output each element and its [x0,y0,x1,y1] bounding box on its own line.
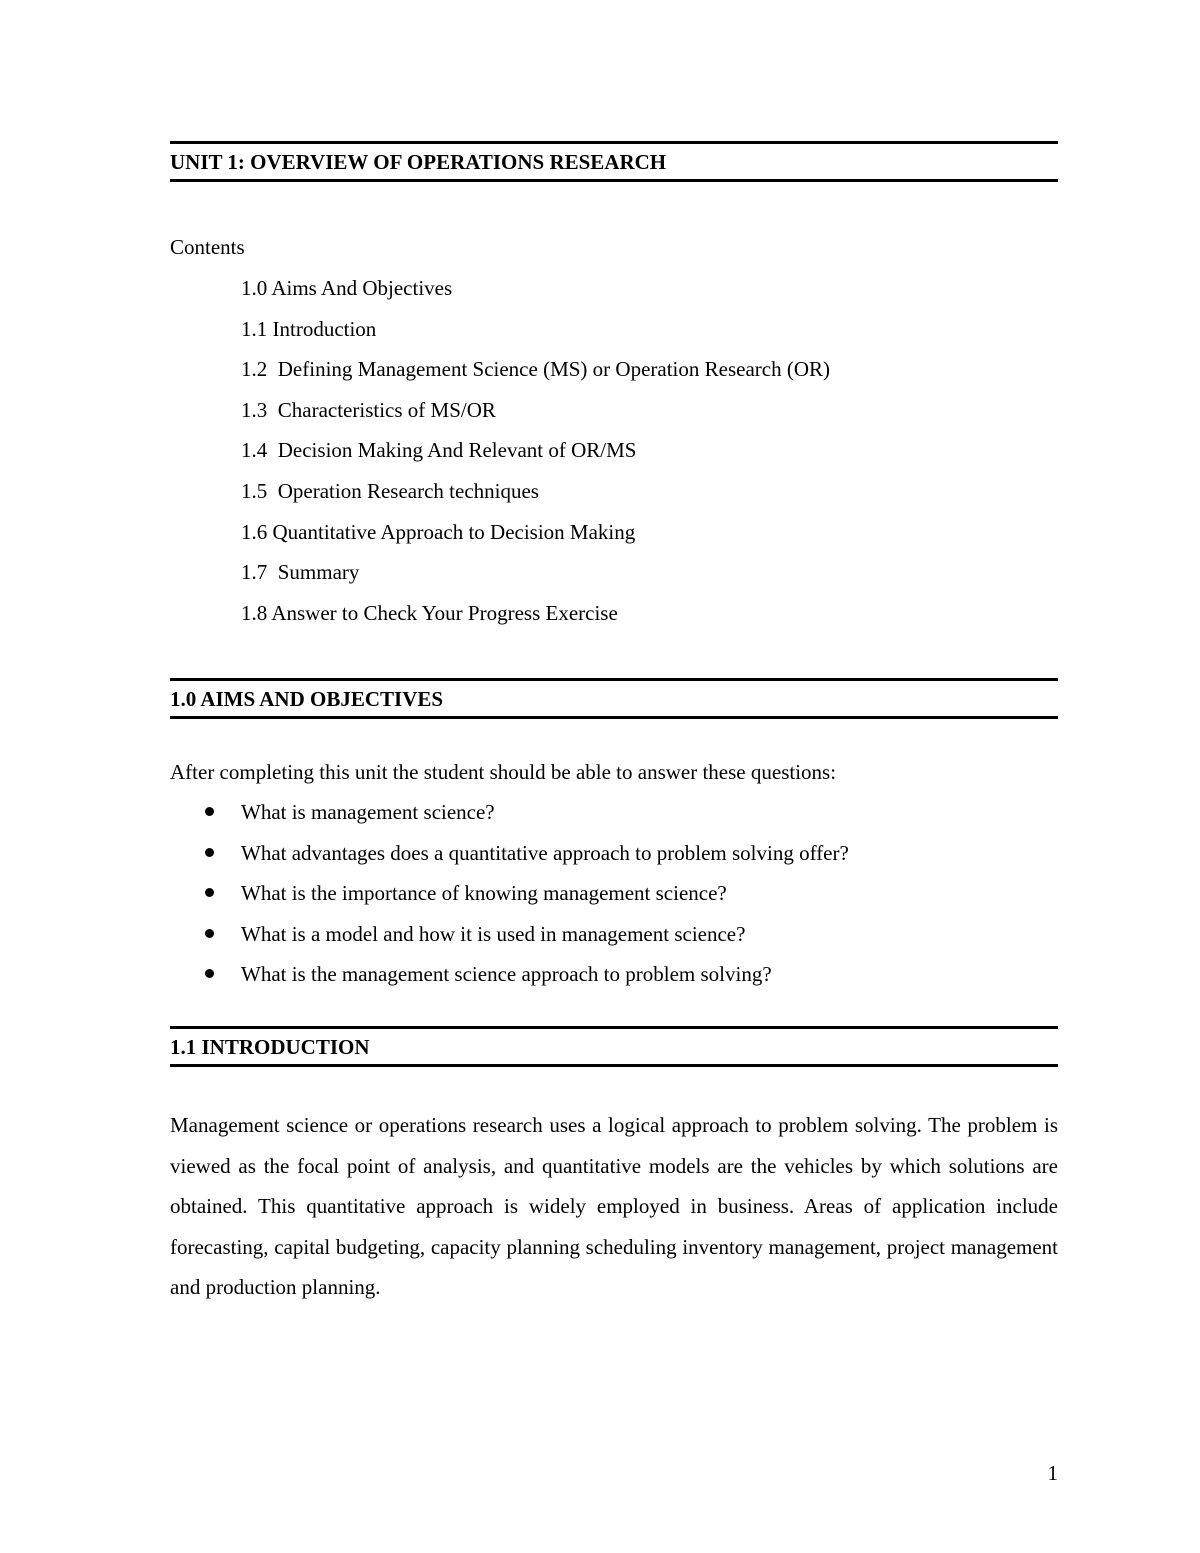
toc-item: 1.4 Decision Making And Relevant of OR/MS [241,438,637,463]
toc-item: 1.2 Defining Management Science (MS) or Operation Research (OR) [241,357,830,382]
page-number: 1 [1047,1461,1058,1485]
question-item [170,921,849,962]
unit-heading: UNIT 1: OVERVIEW OF OPERATIONS RESEARCH [170,150,667,174]
toc-item: 1.6 Quantitative Approach to Decision Making [241,519,636,544]
question-item [170,961,849,1002]
toc-item: 1.8 Answer to Check Your Progress Exercise [241,600,618,625]
bullet-icon [205,929,214,938]
contents-label: Contents [170,235,245,259]
toc-item: 1.5 Operation Research techniques [241,478,539,503]
question-item [170,840,849,881]
question-text: What is the importance of knowing management science? [241,881,727,906]
question-text: What is management science? [241,800,495,824]
introduction-heading: 1.1 INTRODUCTION [170,1035,370,1059]
bullet-icon [205,807,214,816]
bullet-icon [205,888,214,897]
introduction-heading-block [170,1026,1058,1067]
toc-item: 1.1 Introduction [241,316,377,341]
questions-list [170,799,849,1002]
aims-heading-block [170,678,1058,719]
heading-bottom-rule [170,179,1058,182]
bullet-icon [205,969,214,978]
question-item [170,799,849,840]
question-item [170,880,849,921]
unit-heading-block [170,141,1058,182]
question-text: What is a model and how it is used in management science? [241,921,746,946]
toc-item: 1.7 Summary [241,560,360,585]
introduction-paragraph: Management science or operations research uses a logical approach to problem solving. The problem is viewed as the focal point of analysis, and quantitative models are the vehicles by which solutions are obtained. This quantitative approach is widely employed in business. Areas of application include forecasting, capital budgeting, capacity planning scheduling inventory management, project management and production planning. [170,1113,1058,1300]
aims-intro: After completing this unit the student should be able to answer these questions: [170,760,837,784]
heading-bottom-rule [170,716,1058,719]
toc-item: 1.0 Aims And Objectives [241,276,453,300]
heading-bottom-rule [170,1064,1058,1067]
aims-heading: 1.0 AIMS AND OBJECTIVES [170,687,444,711]
table-of-contents [241,275,830,640]
question-text: What is the management science approach to problem solving? [241,962,772,987]
question-text: What advantages does a quantitative approach to problem solving offer? [241,840,849,865]
toc-item: 1.3 Characteristics of MS/OR [241,397,496,422]
bullet-icon [205,848,214,857]
